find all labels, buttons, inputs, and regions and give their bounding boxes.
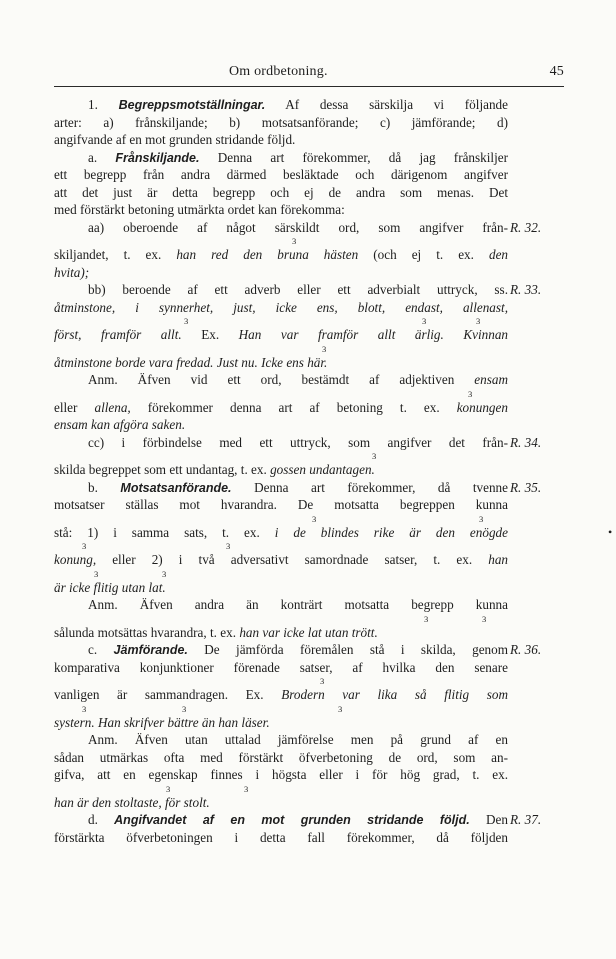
text-line: c. Jämförande. De jämförda föremålen stå i skilda, genom R. 36. — [88, 642, 542, 657]
text-line: åtminstone, i synnerhet, just, icke ens, blott, endast, allenast, — [54, 299, 508, 315]
text-line: sålunda motsättas hvarandra, t. ex. han var icke lat utan trött. — [54, 624, 378, 640]
chapter-title: Om ordbetoning. — [229, 64, 328, 79]
margin-rule-ref: R. 37. — [510, 812, 542, 827]
stress-marks: 3 — [468, 388, 473, 399]
text-line: först, framför allt. Ex. Han var framför allt ärlig. Kvinnan — [54, 327, 509, 342]
header-rule — [54, 86, 564, 87]
stress-marks: 3 — [292, 236, 297, 246]
text-line: skilda begreppet som ett undantag, t. ex. gossen undantagen. — [54, 462, 375, 477]
page-number: 45 — [549, 64, 564, 79]
stress-marks: 3 — [322, 343, 327, 354]
text-line: är icke flitig utan lat. — [54, 579, 166, 595]
section-heading: Angifvandet af en mot grunden stridande följd. — [114, 813, 470, 827]
text-line: arter: a) frånskiljande; b) motsatsanförande; c) jämförande; d) — [54, 114, 508, 130]
text-line: Anm. Äfven utan uttalad jämförelse men på grund af en — [88, 732, 508, 747]
text-line: stå: 1) i samma sats, t. ex. i de blindes rike är den enögde • — [54, 524, 613, 540]
text-line: förstärkta öfverbetoningen i detta fall förekommer, då följden — [54, 829, 508, 845]
stress-marks: 3 — [372, 451, 377, 461]
section-heading: Frånskiljande. — [115, 150, 200, 165]
text-line: ensam kan afgöra saken. — [54, 417, 186, 432]
text-line: skiljandet, t. ex. han red den bruna hästen (och ej t. ex. den — [54, 247, 509, 262]
text-line: Anm. Äfven andra än konträrt motsatta begrepp kunna — [88, 597, 508, 612]
text-line: systern. Han skrifver bättre än han läser. — [54, 714, 270, 730]
text-line: eller allena, förekommer denna art af betoning t. ex. konungen — [54, 399, 508, 415]
text-line: d. Angifvandet af en mot grunden stridande följd. Den R. 37. — [88, 812, 542, 827]
text-line: 1. Begreppsmotställningar. Af dessa särskilja vi följande — [88, 97, 508, 112]
stress-marks: 3 3 — [424, 613, 487, 624]
text-line: Anm. Äfven vid ett ord, bestämdt af adjektiven ensam — [88, 372, 508, 387]
stress-marks: 3 3 — [312, 513, 484, 524]
text-line: vanligen är sammandragen. Ex. Brodern var lika så flitig som — [54, 687, 508, 702]
stray-mark: • — [608, 524, 613, 539]
text-line: ett begrepp från andra därmed besläktade och därigenom angifver — [54, 167, 508, 182]
stress-marks: 3 3 3 — [82, 703, 343, 714]
text-line: angifvande af en mot grunden stridande följd. — [54, 132, 296, 147]
section-heading: Jämförande. — [113, 643, 188, 657]
text-line: att det just är detta begrepp och ej de andra som menas. Det — [54, 184, 508, 200]
section-heading: Begreppsmotställningar. — [118, 98, 266, 112]
text-line: motsatser ställas mot hvarandra. De motsatta begreppen kunna — [54, 497, 508, 512]
section-heading: Motsatsanförande. — [120, 480, 232, 495]
text-line: bb) beroende af ett adverb eller ett adverbialt uttryck, ss. R. 33. — [88, 282, 542, 297]
text-line: b. Motsatsanförande. Denna art förekommer, då tvenne R. 35. — [88, 479, 542, 495]
text-line: åtminstone borde vara fredad. Just nu. Icke ens här. — [54, 354, 328, 370]
margin-rule-ref: R. 32. — [510, 219, 542, 235]
text-line: hvita); — [54, 264, 90, 280]
stress-marks: 3 3 3 — [184, 316, 481, 326]
text-line: sådan utmärkas ofta med förstärkt öfverbetoning de ord, som an- — [54, 749, 508, 765]
text-line: a. Frånskiljande. Denna art förekommer, då jag frånskiljer — [88, 149, 508, 165]
text-line: gifva, att en egenskap finnes i högsta eller i för hög grad, t. ex. — [54, 767, 508, 782]
margin-rule-ref: R. 34. — [510, 434, 542, 450]
text-line: komparativa konjunktioner förenade satser, af hvilka den senare — [54, 659, 508, 675]
stress-marks: 3 3 — [82, 541, 231, 551]
text-line: med förstärkt betoning utmärkta ordet kan förekomma: — [54, 202, 345, 217]
body-text — [54, 96, 613, 846]
margin-rule-ref: R. 33. — [510, 282, 542, 297]
text-line: cc) i förbindelse med ett uttryck, som angifver det från- R. 34. — [88, 434, 542, 450]
text-line: konung, eller 2) i två adversativt samordnade satser, t. ex. han — [54, 552, 508, 567]
text-line: aa) oberoende af något särskildt ord, som angifver från- R. 32. — [88, 219, 542, 235]
stress-marks: 3 — [320, 676, 325, 686]
stress-marks: 3 3 — [166, 783, 249, 794]
margin-rule-ref: R. 36. — [510, 642, 542, 657]
stress-marks: 3 3 — [94, 568, 167, 579]
text-line: han är den stoltaste, för stolt. — [54, 794, 210, 810]
margin-rule-ref: R. 35. — [510, 479, 542, 495]
